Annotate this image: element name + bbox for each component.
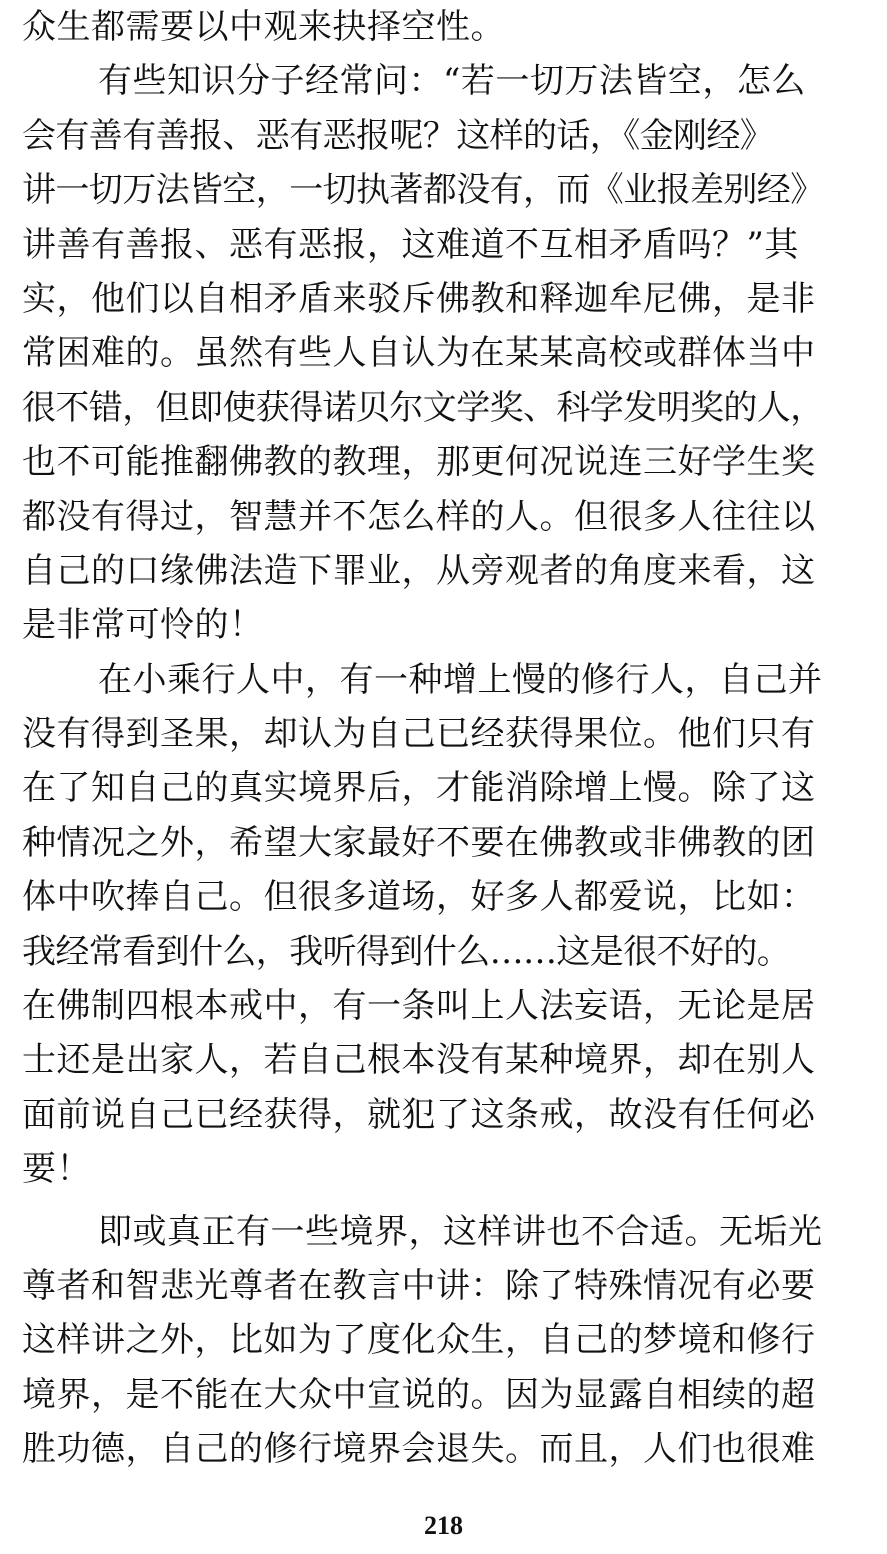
text-line: 讲善有善报、恶有恶报，这难道不互相矛盾吗？”其 xyxy=(22,224,799,265)
text-line: 胜功德，自己的修行境界会退失。而且，人们也很难 xyxy=(22,1429,816,1470)
text-line: 讲一切万法皆空，一切执著都没有，而《业报差别经》 xyxy=(22,170,824,211)
text-line: 常困难的。虽然有些人自认为在某某高校或群体当中 xyxy=(22,333,816,374)
page-number: 218 xyxy=(424,1511,463,1540)
text-line: 尊者和智悲光尊者在教言中讲：除了特殊情况有必要 xyxy=(22,1265,816,1306)
text-line: 我经常看到什么，我听得到什么……这是很不好的。 xyxy=(22,931,791,972)
text-line: 也不可能推翻佛教的教理，那更何况说连三好学生奖 xyxy=(22,442,816,483)
paragraph-4 xyxy=(22,1205,867,1477)
text-line: 在佛制四根本戒中，有一条叫上人法妄语，无论是居 xyxy=(22,986,816,1027)
text-line: 实，他们以自相矛盾来驳斥佛教和释迦牟尼佛，是非 xyxy=(22,278,816,319)
paragraph-gap xyxy=(22,1197,867,1205)
text-line: 是非常可怜的！ xyxy=(22,605,264,646)
text-line: 体中吹捧自己。但很多道场，好多人都爱说，比如： xyxy=(22,877,816,918)
paragraph-3 xyxy=(22,653,867,1197)
text-line: 要！ xyxy=(22,1149,91,1190)
text-line: 种情况之外，希望大家最好不要在佛教或非佛教的团 xyxy=(22,822,816,863)
text-line: 在小乘行人中，有一种增上慢的修行人，自己并 xyxy=(98,659,823,700)
text-line: 面前说自己已经获得，就犯了这条戒，故没有任何必 xyxy=(22,1094,816,1135)
text-line: 众生都需要以中观来抉择空性。 xyxy=(22,7,505,47)
text-line: 会有善有善报、恶有恶报呢？这样的话，《金刚经》 xyxy=(22,115,774,156)
text-line: 境界，是不能在大众中宣说的。因为显露自相续的超 xyxy=(22,1374,816,1415)
text-line: 很不错，但即使获得诺贝尔文学奖、科学发明奖的人， xyxy=(22,387,824,428)
text-line: 这样讲之外，比如为了度化众生，自己的梦境和修行 xyxy=(22,1320,816,1361)
text-line: 即或真正有一些境界，这样讲也不合适。无垢光 xyxy=(98,1211,823,1252)
text-line: 有些知识分子经常问：“若一切万法皆空，怎么 xyxy=(98,61,806,102)
paragraph-1 xyxy=(22,0,867,54)
text-line: 都没有得过，智慧并不怎么样的人。但很多人往往以 xyxy=(22,496,816,537)
page-body xyxy=(22,0,867,1477)
paragraph-2 xyxy=(22,54,867,652)
text-line: 没有得到圣果，却认为自己已经获得果位。他们只有 xyxy=(22,714,816,755)
text-line: 在了知自己的真实境界后，才能消除增上慢。除了这 xyxy=(22,768,816,809)
text-line: 士还是出家人，若自己根本没有某种境界，却在别人 xyxy=(22,1040,816,1081)
text-line: 自己的口缘佛法造下罪业，从旁观者的角度来看，这 xyxy=(22,550,816,591)
